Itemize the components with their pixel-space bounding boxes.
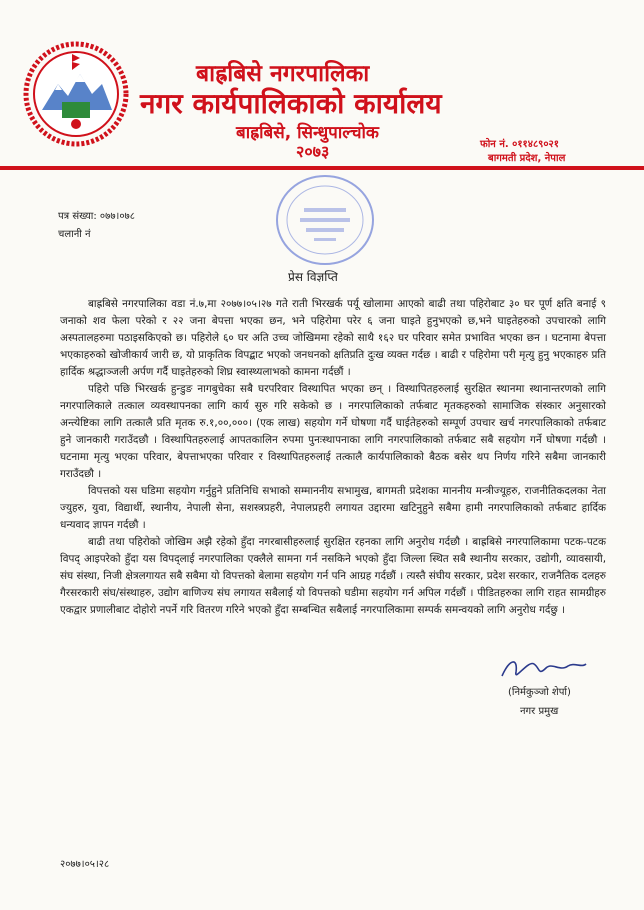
signatory-role: नगर प्रमुख [520, 706, 559, 717]
body-paragraph: बाढी तथा पहिरोको जोखिम अझै रहेको हुँदा नगरबासीहरुलाई सुरक्षित रहनका लागि अनुरोध गर्दछौ । बाह्रबिसे नगरपालिकामा पटक-पटक विपद् आइपरेको हुँदा यस विपद्लाई नगरपालिका एक्लैले सामना गर्न नसकिने भएको हुँदा जिल्ला स्थित सबै स्थानीय सरकार, उद्योगी, व्यावसायी, संघ संस्था, निजी क्षेत्रलगायत सबै सबैमा यो विपत्तको बेलामा सहयोग गर्न पनि आग्रह गर्दछौं । त्यस्तै संघीय सरकार, प्रदेश सरकार, राजनैतिक दलहरु गैरसरकारी संघ/संस्थाहरु, उद्योग बाणिज्य संघ लगायत सबैलाई यो विपत्तको घडीमा सहयोग गर्न अपिल गर्दछौं । पीडितहरुका लागि राहत सामग्रीहरु एकद्वार प्रणालीबाट दोहोरो नपर्ने गरि वितरण गरिने भएको हुँदा सम्बन्धित सबैलाई नगरपालिकामा सम्पर्क समन्वयको लागि अनुरोध गर्दछु । [60, 536, 606, 616]
body-paragraph: पहिरो पछि भिरखर्क हुन्डुङ नागबुचेका सबै घरपरिवार विस्थापित भएका छन् । विस्थापितहरुलाई सुरक्षित स्थानमा स्थानान्तरणको लागि नगरपालिकाले तत्काल व्यवस्थापनका लागि कार्य सुरु गरि सकेको छ । नगरपालिकाको तर्फबाट मृतकहरुको सामाजिक संस्कार अनुसारको अन्त्येष्टिका लागि तत्कालै प्रति मृतक रु.१,००,०००। (एक लाख) सहयोग गर्ने घोषणा गर्दै घाईतेहरुको सम्पूर्ण उपचार खर्च नगरपालिकाको तर्फबाट हुने जानकारी गराउँदछौ । विस्थापितहरुलाई आपतकालिन रुपमा पुनःस्थापनाका लागि नगरपालिकाको तर्फबाट सबै सहयोग गर्ने घोषणा गर्दछौ । घटनामा मृत्यु भएका परिवार, बेपत्ताभएका परिवार र विस्थापितहरुलाई तत्कालै कार्यपालिकाको बैठक बसेर थप निर्णय गरिने सबैमा जानकारी गराउँदछौ । [60, 383, 606, 480]
dispatch-number: चलानी नं [58, 229, 91, 240]
established-year: २०७३ [296, 142, 330, 161]
municipality-name: बाह्रबिसे नगरपालिका [196, 61, 370, 87]
office-name: नगर कार्यपालिकाको कार्यालय [140, 87, 442, 120]
office-stamp-icon [270, 168, 380, 272]
phone-number: फोन नं. ०११४८९०२१ [480, 139, 559, 150]
body-paragraph: विपत्तको यस घडिमा सहयोग गर्नुहुने प्रतिनिधि सभाको सम्माननीय सभामुख, बागमती प्रदेशका माननीय मन्त्रीज्यूहरु, राजनीतिकदलका नेता ज्युहरु, युवा, विद्यार्थी, स्थानीय, नेपाली सेना, सशस्त्रप्रहरी, नेपालप्रहरी लगायत उद्दारमा खटिनुहुने सबैमा हामी नगरपालिकाको तर्फबाट हार्दिक धन्यवाद ज्ञापन गर्दछौ । [60, 485, 606, 531]
signature-icon [498, 650, 590, 686]
province-label: बागमती प्रदेश, नेपाल [488, 153, 566, 164]
document-body [60, 296, 606, 619]
document-title: प्रेस विज्ञप्ति [288, 270, 338, 284]
signatory-name: (निर्मकुञ्जो शेर्पा) [508, 687, 571, 698]
municipality-emblem-icon [22, 40, 130, 148]
body-paragraph: बाह्रबिसे नगरपालिका वडा नं.७,मा २०७७।०५।२७ गते राती भिरखर्क पर्यू खोलामा आएको बाढी तथा पहिरोबाट ३० घर पूर्ण क्षति बनाई ९ जनाको शव फेला परेको र २२ जना बेपत्ता भएका छन, भने पहिरोमा परेर ६ जना घाइते हुनुभएको छ,भने घाइतेहरुको उपचारको लागि अस्पतालहरुमा पठाइसकिएको छ। पहिरोले ६० घर अति उच्च जोखिममा रहेको साथै १६२ घर परिवार समेत प्रभावित भएका छन । घटनामा बेपत्ता भएकाहरुको खोजीकार्य जारी छ, यो प्राकृतिक विपद्बाट भएको जनधनको क्षतिप्रति दुःख व्यक्त गर्दछ । बाढी र पहिरोमा परी मृत्यु हुनु भएकाहरु प्रति हार्दिक श्रद्धाञ्जली अर्पण गर्दै घाइतेहरुको शिघ्र स्वास्थ्यलाभको कामना गर्दछौं । [60, 298, 606, 378]
letter-number: पत्र संख्या: ०७७।०७८ [58, 211, 135, 222]
office-location: बाह्रबिसे, सिन्धुपाल्चोक [236, 123, 379, 143]
footer-date: २०७७।०५।२८ [60, 859, 110, 870]
